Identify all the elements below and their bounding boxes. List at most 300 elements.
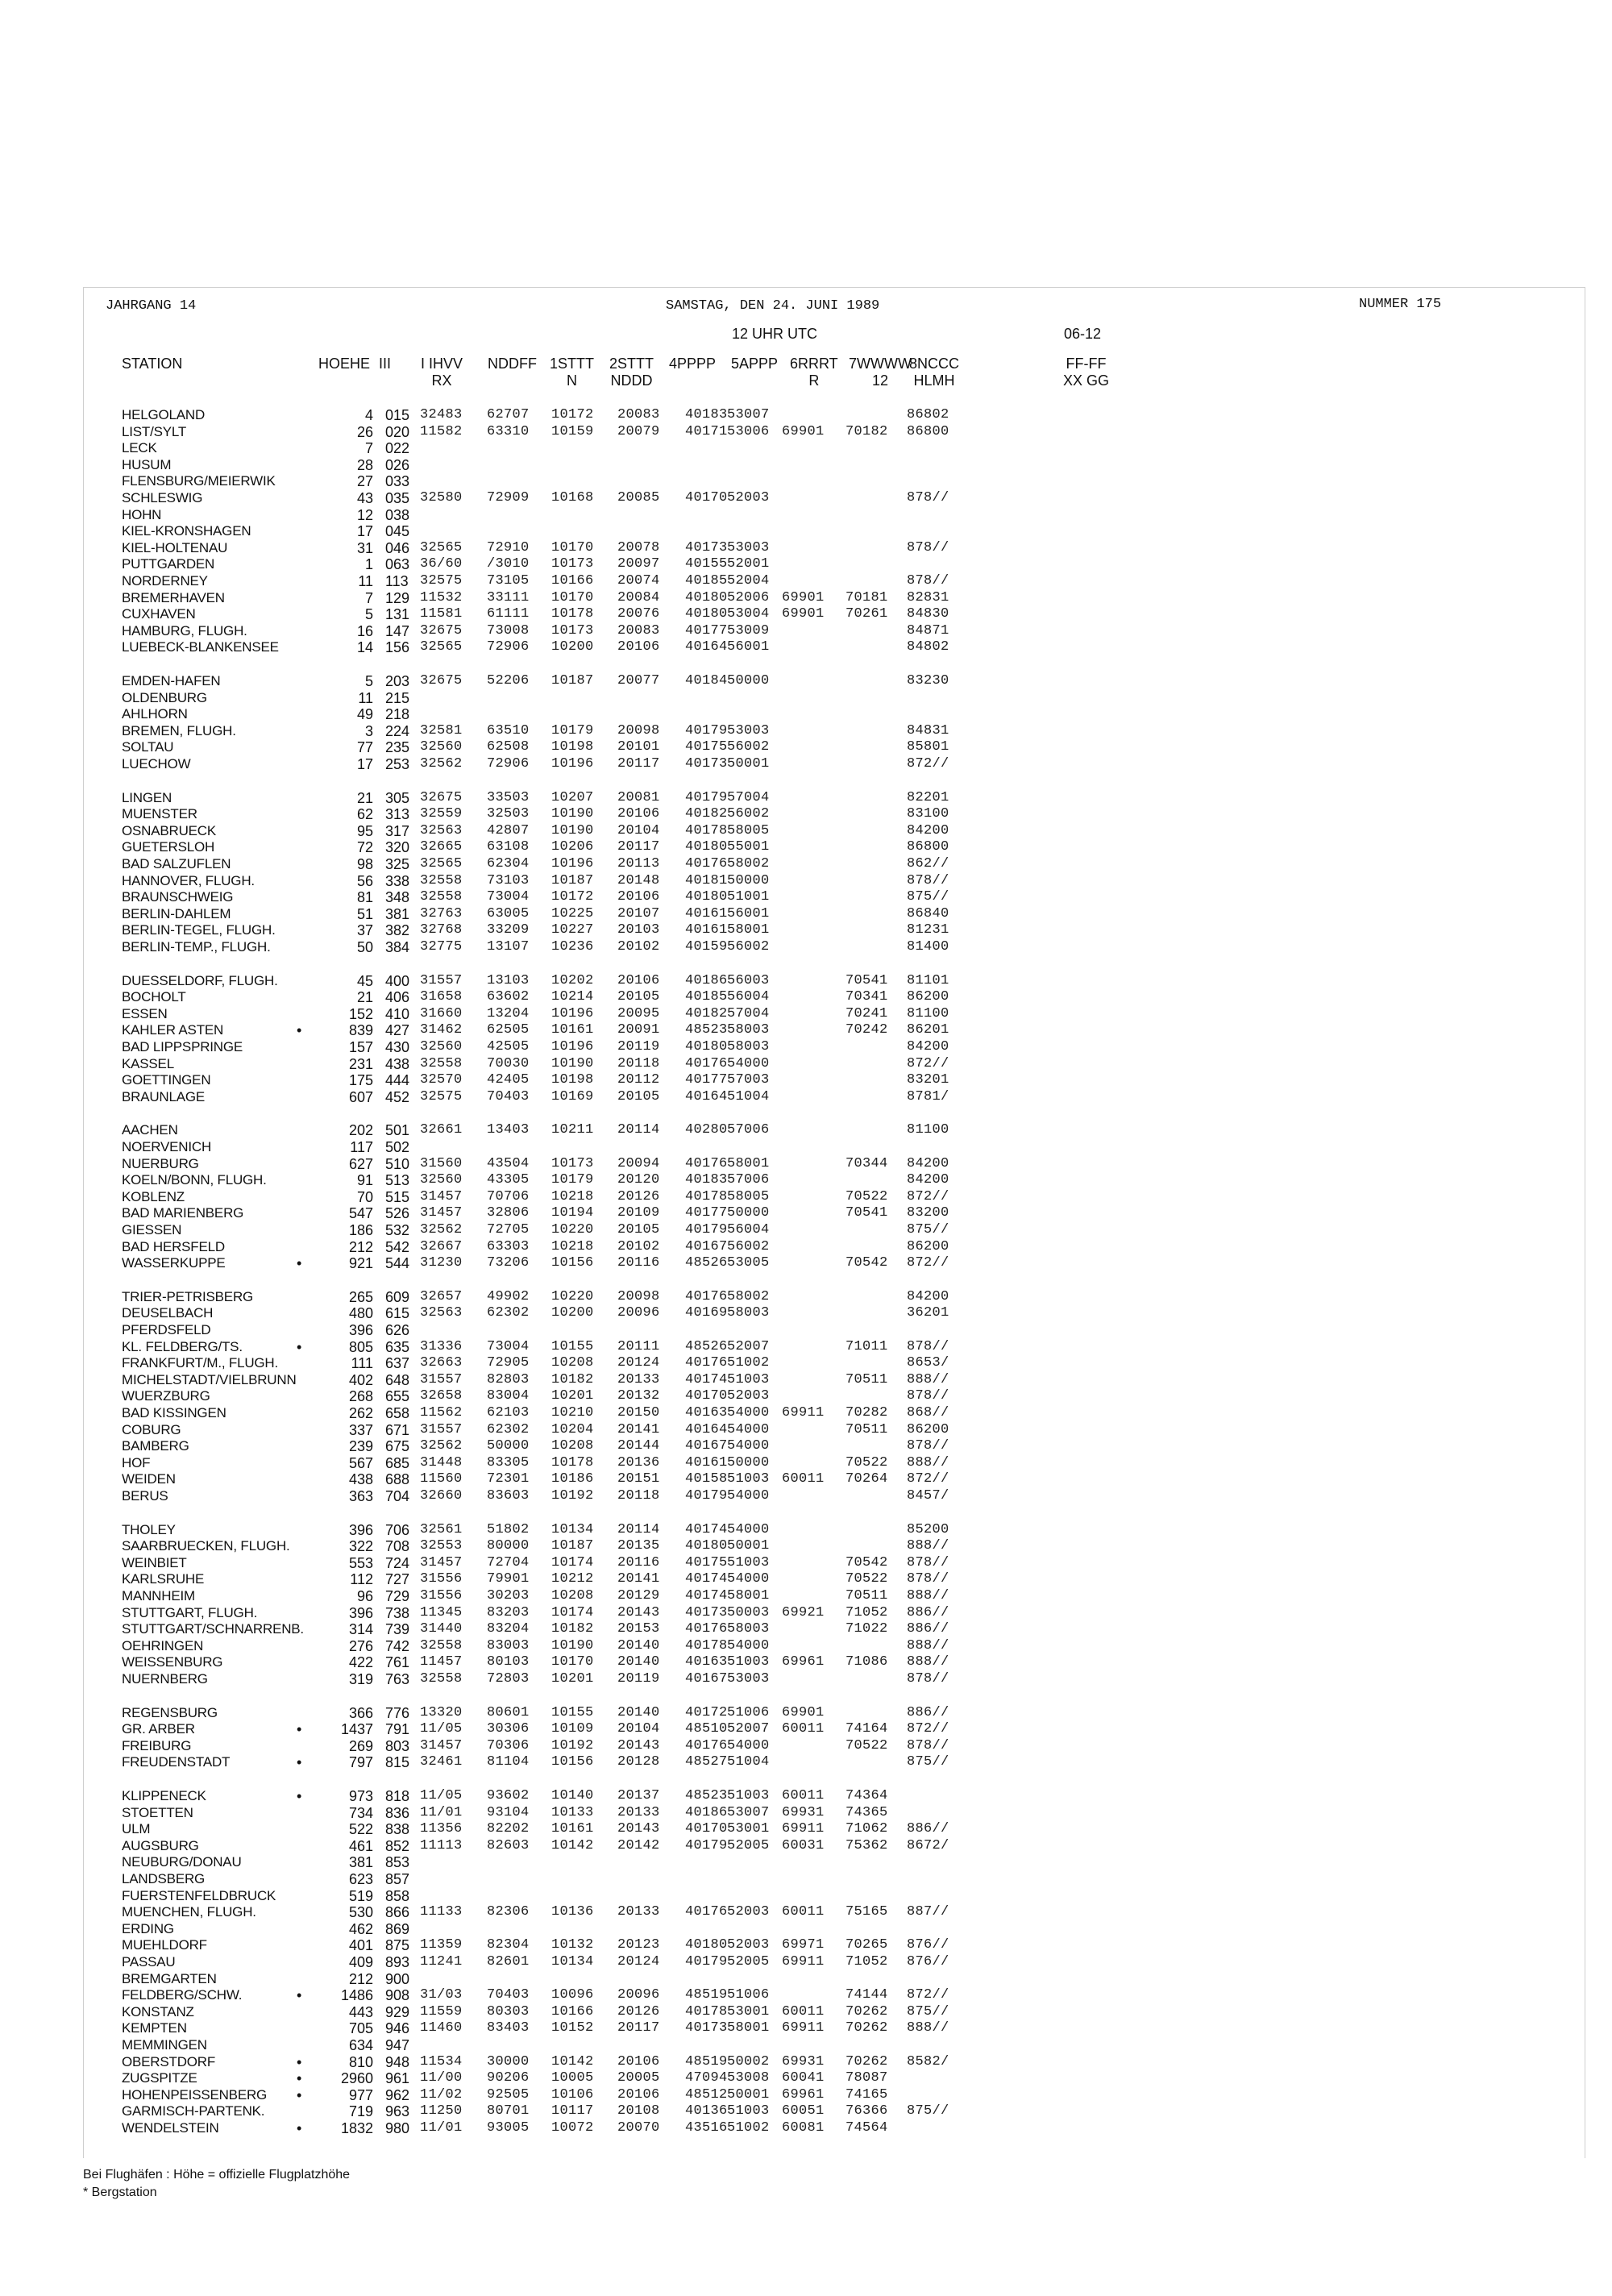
code-group: 40178 <box>685 2004 728 2019</box>
code-group: 40181 <box>685 873 728 888</box>
mountain-station-marker: • <box>297 1255 302 1271</box>
code-group: 10174 <box>551 1605 594 1620</box>
code-group: 40180 <box>685 839 728 855</box>
station-name: HOHENPEISSENBERG <box>122 2087 268 2103</box>
table-row <box>0 1322 1612 1338</box>
station-name: SCHLESWIG <box>122 490 203 505</box>
code-group: 31448 <box>420 1455 463 1470</box>
station-height: 480 <box>348 1305 373 1321</box>
code-group: 20113 <box>617 856 660 871</box>
station-height: 396 <box>348 1322 373 1338</box>
station-height: 16 <box>356 623 373 639</box>
code-group: 11581 <box>420 606 463 622</box>
station-name: NUERNBERG <box>122 1671 208 1687</box>
code-group: 11/01 <box>420 2120 463 2136</box>
code-group: 20143 <box>617 1821 660 1836</box>
code-group: 878// <box>907 1671 949 1687</box>
code-group: 53003 <box>727 723 770 738</box>
code-group: 84200 <box>907 1289 949 1304</box>
code-group: 70522 <box>845 1738 888 1753</box>
code-group: 10187 <box>551 873 594 888</box>
code-group: 20153 <box>617 1621 660 1637</box>
code-group: 33209 <box>487 922 530 938</box>
code-group: 10136 <box>551 1904 594 1920</box>
code-group: 40173 <box>685 2020 728 2036</box>
code-group: 20128 <box>617 1754 660 1770</box>
code-group: 13204 <box>487 1006 530 1021</box>
code-group: 13320 <box>420 1705 463 1720</box>
code-group: 10227 <box>551 922 594 938</box>
code-group: 48526 <box>685 1255 728 1271</box>
code-group: 31557 <box>420 1372 463 1387</box>
code-group: 32658 <box>420 1388 463 1404</box>
code-group: 875// <box>907 889 949 905</box>
station-name: HUSUM <box>122 457 172 472</box>
code-group: 32661 <box>420 1122 463 1138</box>
code-group: 62304 <box>487 856 530 871</box>
code-group: 32675 <box>420 673 463 688</box>
code-group: 20091 <box>617 1022 660 1038</box>
code-group: 872// <box>907 1189 949 1204</box>
code-group: 71062 <box>845 1821 888 1836</box>
code-group: 86800 <box>907 424 949 439</box>
table-row <box>0 1705 1612 1721</box>
code-group: 10208 <box>551 1588 594 1603</box>
code-group: 50001 <box>727 2087 770 2103</box>
issue-date: SAMSTAG, DEN 24. JUNI 1989 <box>666 298 880 314</box>
station-height: 734 <box>348 1805 373 1821</box>
station-number: 020 <box>385 424 410 440</box>
code-group: 10161 <box>551 1022 594 1038</box>
table-row <box>0 906 1612 922</box>
station-number: 438 <box>385 1056 410 1072</box>
col-station: STATION <box>122 356 183 372</box>
station-number: 313 <box>385 806 410 822</box>
station-height: 28 <box>356 457 373 473</box>
mountain-station-marker: • <box>297 2120 302 2136</box>
station-number: 869 <box>385 1921 410 1937</box>
station-name: WASSERKUPPE <box>122 1255 226 1271</box>
station-height: 363 <box>348 1488 373 1504</box>
station-number: 382 <box>385 922 410 938</box>
col-ihvv: I IHVV RX <box>421 356 463 389</box>
code-group: 82201 <box>907 790 949 805</box>
code-group: 56001 <box>727 639 770 655</box>
table-row <box>0 590 1612 606</box>
station-name: GARMISCH-PARTENK. <box>122 2103 265 2119</box>
code-group: 50002 <box>727 2054 770 2069</box>
station-height: 839 <box>348 1022 373 1038</box>
code-group: 70262 <box>845 2004 888 2019</box>
code-group: 20104 <box>617 823 660 838</box>
code-group: 83003 <box>487 1638 530 1653</box>
code-group: 11562 <box>420 1405 463 1420</box>
code-group: 40174 <box>685 1522 728 1537</box>
code-group: 56002 <box>727 739 770 755</box>
station-height: 530 <box>348 1904 373 1920</box>
code-group: 886// <box>907 1705 949 1720</box>
station-name: COBURG <box>122 1422 181 1437</box>
code-group: 40178 <box>685 1638 728 1653</box>
code-group: 53009 <box>727 623 770 638</box>
code-group: 20109 <box>617 1205 660 1221</box>
station-height: 186 <box>348 1222 373 1238</box>
station-height: 547 <box>348 1205 373 1221</box>
station-height: 31 <box>356 540 373 556</box>
code-group: 40179 <box>685 723 728 738</box>
station-name: BAD LIPPSPRINGE <box>122 1039 243 1054</box>
station-number: 452 <box>385 1089 410 1105</box>
code-group: 13103 <box>487 973 530 988</box>
code-group: 10218 <box>551 1239 594 1254</box>
code-group: 40183 <box>685 1172 728 1188</box>
station-height: 7 <box>364 440 373 456</box>
code-group: 40167 <box>685 1438 728 1454</box>
code-group: 53007 <box>727 407 770 422</box>
code-group: 10190 <box>551 823 594 838</box>
code-group: 32575 <box>420 1089 463 1104</box>
code-group: 58005 <box>727 823 770 838</box>
station-height: 152 <box>348 1006 373 1022</box>
code-group: 31/03 <box>420 1987 463 2003</box>
code-group: 10152 <box>551 2020 594 2036</box>
station-height: 319 <box>348 1671 373 1687</box>
code-group: 11560 <box>420 1471 463 1487</box>
code-group: 8781/ <box>907 1089 949 1104</box>
code-group: 32461 <box>420 1754 463 1770</box>
code-group: 57004 <box>727 790 770 805</box>
code-group: 10156 <box>551 1255 594 1271</box>
station-name: MANNHEIM <box>122 1588 195 1603</box>
station-height: 1486 <box>340 1987 373 2003</box>
code-group: 11457 <box>420 1654 463 1670</box>
code-group: 78087 <box>845 2070 888 2086</box>
station-name: BAD HERSFELD <box>122 1239 225 1254</box>
station-number: 947 <box>385 2037 410 2053</box>
code-group: 51006 <box>727 1987 770 2003</box>
table-row <box>0 1821 1612 1837</box>
code-group: 51004 <box>727 1754 770 1770</box>
code-group: 20111 <box>617 1339 660 1354</box>
code-group: 61111 <box>487 606 530 622</box>
code-group: 52206 <box>487 673 530 688</box>
code-group: 10173 <box>551 623 594 638</box>
code-group: 20120 <box>617 1172 660 1188</box>
station-number: 791 <box>385 1721 410 1737</box>
code-group: 40175 <box>685 739 728 755</box>
code-group: 40173 <box>685 1605 728 1620</box>
table-row <box>0 407 1612 423</box>
code-group: 10214 <box>551 989 594 1004</box>
code-group: 10166 <box>551 2004 594 2019</box>
station-number: 900 <box>385 1971 410 1987</box>
code-group: 40179 <box>685 1954 728 1969</box>
station-name: LUEBECK-BLANKENSEE <box>122 639 279 655</box>
code-group: 75165 <box>845 1904 888 1920</box>
code-group: 69901 <box>782 590 825 605</box>
code-group: 886// <box>907 1605 949 1620</box>
code-group: 31556 <box>420 1588 463 1603</box>
station-name: BREMERHAVEN <box>122 590 225 605</box>
code-group: 10192 <box>551 1488 594 1504</box>
code-group: 58001 <box>727 1156 770 1171</box>
code-group: 70344 <box>845 1156 888 1171</box>
volume-label: JAHRGANG 14 <box>106 298 197 314</box>
table-row <box>0 922 1612 938</box>
code-group: 32768 <box>420 922 463 938</box>
code-group: 32560 <box>420 739 463 755</box>
code-group: 10198 <box>551 1072 594 1088</box>
code-group: 72704 <box>487 1555 530 1570</box>
station-height: 396 <box>348 1522 373 1538</box>
code-group: 875// <box>907 2103 949 2119</box>
station-height: 202 <box>348 1122 373 1138</box>
code-group: 10190 <box>551 1638 594 1653</box>
interval-label: 06-12 <box>1064 326 1102 342</box>
code-group: 32675 <box>420 623 463 638</box>
code-group: /3010 <box>487 556 530 572</box>
code-group: 11/05 <box>420 1788 463 1803</box>
table-row <box>0 1921 1612 1937</box>
code-group: 32558 <box>420 889 463 905</box>
station-name: FLENSBURG/MEIERWIK <box>122 473 276 489</box>
table-row <box>0 2120 1612 2136</box>
code-group: 56003 <box>727 973 770 988</box>
code-group: 48519 <box>685 1987 728 2003</box>
code-group: 10168 <box>551 490 594 505</box>
code-group: 58001 <box>727 922 770 938</box>
station-number: 908 <box>385 1987 410 2003</box>
code-group: 20103 <box>617 922 660 938</box>
station-height: 37 <box>356 922 373 938</box>
code-group: 51002 <box>727 1355 770 1371</box>
code-group: 50000 <box>727 873 770 888</box>
station-height: 231 <box>348 1056 373 1072</box>
code-group: 56001 <box>727 906 770 921</box>
code-group: 40176 <box>685 1289 728 1304</box>
code-group: 32565 <box>420 856 463 871</box>
station-height: 522 <box>348 1821 373 1837</box>
code-group: 40178 <box>685 1189 728 1204</box>
code-group: 10155 <box>551 1705 594 1720</box>
code-group: 875// <box>907 2004 949 2019</box>
code-group: 20076 <box>617 606 660 622</box>
station-name: SOLTAU <box>122 739 174 755</box>
code-group: 40159 <box>685 939 728 955</box>
code-group: 888// <box>907 1372 949 1387</box>
code-group: 58003 <box>727 1039 770 1054</box>
station-name: HANNOVER, FLUGH. <box>122 873 255 888</box>
code-group: 73103 <box>487 873 530 888</box>
code-group: 40176 <box>685 1904 728 1920</box>
station-name: KIEL-KRONSHAGEN <box>122 523 251 539</box>
code-group: 13403 <box>487 1122 530 1138</box>
code-group: 54000 <box>727 1738 770 1753</box>
station-number: 893 <box>385 1954 410 1970</box>
code-group: 10170 <box>551 540 594 555</box>
code-group: 81400 <box>907 939 949 955</box>
code-group: 10109 <box>551 1721 594 1737</box>
code-group: 73008 <box>487 623 530 638</box>
station-height: 322 <box>348 1538 373 1554</box>
code-group: 20102 <box>617 939 660 955</box>
code-group: 50003 <box>727 1605 770 1620</box>
code-group: 20098 <box>617 723 660 738</box>
station-number: 131 <box>385 606 410 622</box>
code-group: 62707 <box>487 407 530 422</box>
station-name: OLDENBURG <box>122 690 207 705</box>
code-group: 92505 <box>487 2087 530 2103</box>
table-row <box>0 606 1612 622</box>
code-group: 32775 <box>420 939 463 955</box>
code-group: 20083 <box>617 623 660 638</box>
table-row <box>0 1205 1612 1221</box>
code-group: 71052 <box>845 1954 888 1969</box>
code-group: 10196 <box>551 1006 594 1021</box>
code-group: 51001 <box>727 889 770 905</box>
code-group: 10210 <box>551 1405 594 1420</box>
code-group: 10179 <box>551 1172 594 1188</box>
code-group: 70541 <box>845 1205 888 1221</box>
code-group: 53008 <box>727 2070 770 2086</box>
code-group: 58002 <box>727 1289 770 1304</box>
code-group: 51003 <box>727 1654 770 1670</box>
code-group: 57004 <box>727 1006 770 1021</box>
table-row <box>0 1139 1612 1155</box>
code-group: 40176 <box>685 1621 728 1637</box>
code-group: 52006 <box>727 590 770 605</box>
code-group: 32563 <box>420 823 463 838</box>
code-group: 20112 <box>617 1072 660 1088</box>
station-number: 218 <box>385 706 410 722</box>
code-group: 83603 <box>487 1488 530 1504</box>
code-group: 10117 <box>551 2103 594 2119</box>
station-number: 526 <box>385 1205 410 1221</box>
code-group: 86200 <box>907 1239 949 1254</box>
code-group: 32558 <box>420 1056 463 1071</box>
table-row <box>0 1621 1612 1637</box>
code-group: 48527 <box>685 1754 728 1770</box>
code-group: 52001 <box>727 556 770 572</box>
code-group: 52004 <box>727 573 770 589</box>
code-group: 10134 <box>551 1522 594 1537</box>
code-group: 40186 <box>685 973 728 988</box>
code-group: 40170 <box>685 1821 728 1836</box>
station-number: 022 <box>385 440 410 456</box>
mountain-station-marker: • <box>297 1022 302 1038</box>
station-number: 532 <box>385 1222 410 1238</box>
code-group: 20118 <box>617 1056 660 1071</box>
station-number: 648 <box>385 1372 410 1388</box>
code-group: 31230 <box>420 1255 463 1271</box>
code-group: 10212 <box>551 1571 594 1587</box>
code-group: 51003 <box>727 1555 770 1570</box>
station-height: 72 <box>356 839 373 855</box>
table-row <box>0 1388 1612 1404</box>
code-group: 20106 <box>617 806 660 821</box>
code-group: 10196 <box>551 756 594 772</box>
code-group: 84830 <box>907 606 949 622</box>
station-name: BAD SALZUFLEN <box>122 856 231 871</box>
code-group: 52003 <box>727 1937 770 1953</box>
code-group: 53003 <box>727 540 770 555</box>
col-hoehe: HOEHE <box>318 356 371 372</box>
code-group: 74365 <box>845 1805 888 1820</box>
code-group: 53006 <box>727 424 770 439</box>
station-name: STUTTGART, FLUGH. <box>122 1605 258 1620</box>
code-group: 69961 <box>782 2087 825 2103</box>
table-row <box>0 673 1612 689</box>
station-name: LANDSBERG <box>122 1871 206 1886</box>
station-number: 637 <box>385 1355 410 1371</box>
table-row <box>0 1971 1612 1987</box>
code-group: 70522 <box>845 1455 888 1470</box>
code-group: 81101 <box>907 973 949 988</box>
col-nddff: NDDFF <box>488 356 537 372</box>
code-group: 57006 <box>727 1172 770 1188</box>
code-group: 60031 <box>782 1838 825 1853</box>
code-group: 58003 <box>727 1305 770 1321</box>
code-group: 42807 <box>487 823 530 838</box>
code-group: 11460 <box>420 2020 463 2036</box>
code-group: 60081 <box>782 2120 825 2136</box>
code-group: 32575 <box>420 573 463 589</box>
station-height: 212 <box>348 1971 373 1987</box>
table-row <box>0 1289 1612 1305</box>
station-name: BOCHOLT <box>122 989 186 1004</box>
code-group: 62103 <box>487 1405 530 1420</box>
station-name: BERLIN-TEMP., FLUGH. <box>122 939 271 955</box>
code-group: 10198 <box>551 739 594 755</box>
code-group: 10161 <box>551 1821 594 1836</box>
code-group: 83100 <box>907 806 949 821</box>
code-group: 50000 <box>727 673 770 688</box>
station-height: 14 <box>356 639 373 655</box>
station-height: 705 <box>348 2020 373 2036</box>
code-group: 53001 <box>727 1821 770 1836</box>
code-group: 82831 <box>907 590 949 605</box>
station-height: 438 <box>348 1471 373 1487</box>
code-group: 74164 <box>845 1721 888 1737</box>
station-height: 77 <box>356 739 373 755</box>
code-group: 69931 <box>782 2054 825 2069</box>
code-group: 10142 <box>551 2054 594 2069</box>
code-group: 69911 <box>782 2020 825 2036</box>
code-group: 70403 <box>487 1089 530 1104</box>
station-number: 026 <box>385 457 410 473</box>
station-name: BAD MARIENBERG <box>122 1205 244 1221</box>
station-name: ESSEN <box>122 1006 168 1021</box>
code-group: 20141 <box>617 1571 660 1587</box>
code-group: 10178 <box>551 1455 594 1470</box>
code-group: 10182 <box>551 1372 594 1387</box>
code-group: 32667 <box>420 1239 463 1254</box>
code-group: 10218 <box>551 1189 594 1204</box>
code-group: 74165 <box>845 2087 888 2103</box>
table-row <box>0 939 1612 955</box>
code-group: 63602 <box>487 989 530 1004</box>
station-name: FRANKFURT/M., FLUGH. <box>122 1355 279 1371</box>
code-group: 40155 <box>685 556 728 572</box>
code-group: 69931 <box>782 1805 825 1820</box>
table-row <box>0 1006 1612 1022</box>
table-row <box>0 1222 1612 1238</box>
station-name: FELDBERG/SCHW. <box>122 1987 243 2003</box>
station-height: 5 <box>364 673 373 689</box>
code-group: 40176 <box>685 1355 728 1371</box>
code-group: 11345 <box>420 1605 463 1620</box>
table-row <box>0 1438 1612 1454</box>
